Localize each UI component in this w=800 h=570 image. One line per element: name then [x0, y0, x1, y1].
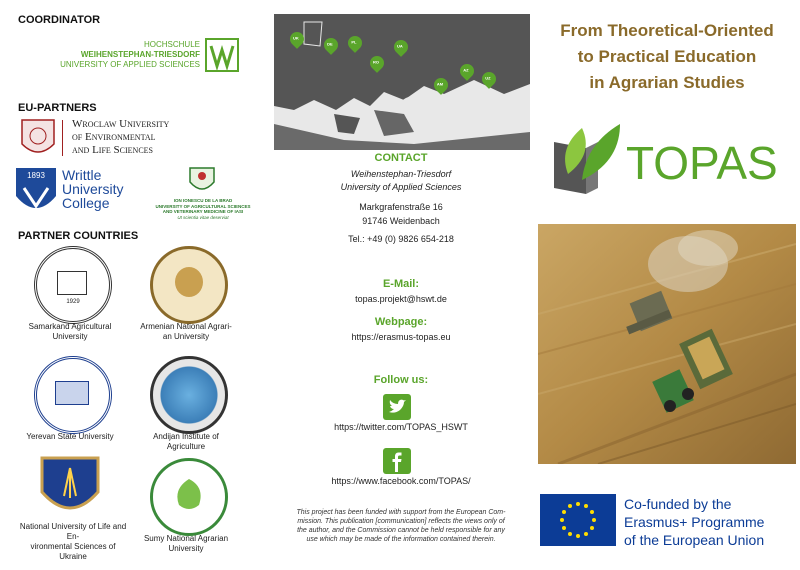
andijan-name: Andijan Institute of Agriculture — [153, 432, 219, 451]
brochure-title: From Theoretical-Oriented to Practical Education in Agrarian Studies — [560, 21, 774, 92]
webpage-heading: Webpage: — [374, 316, 428, 328]
map-pin-icon: PL — [345, 33, 365, 53]
map-pin-icon: UZ — [479, 69, 499, 89]
contact-heading: CONTACT — [374, 152, 428, 164]
map-pin-icon: UA — [391, 37, 411, 57]
coordinator-heading: COORDINATOR — [18, 14, 101, 26]
facebook-icon[interactable] — [383, 448, 411, 474]
andijan-seal-icon — [150, 356, 228, 434]
eu-partners-heading: EU-PARTNERS — [18, 102, 97, 114]
writtle-year: 1893 — [27, 171, 45, 180]
webpage-link[interactable]: https://erasmus-topas.eu — [351, 332, 451, 342]
wroclaw-crest-icon — [18, 118, 58, 160]
partner-countries-heading: PARTNER COUNTRIES — [18, 230, 139, 242]
writtle-name: Writtle University College — [62, 167, 124, 211]
map-pin-icon: RO — [367, 53, 387, 73]
contact-org: Weihenstephan-Triesdorf University of Applied Sciences — [340, 169, 462, 192]
topas-leaf-icon — [546, 118, 626, 196]
coordinator-name: HOCHSCHULE WEIHENSTEPHAN-TRIESDORF UNIVERSITY OF APPLIED SCIENCES — [60, 40, 200, 69]
writtle-shield-icon — [14, 166, 58, 220]
yerevan-seal-icon — [34, 356, 112, 434]
eu-flag-icon — [540, 494, 616, 546]
sumy-seal-icon — [150, 458, 228, 536]
nubip-name: National University of Life and En- vironmental Sciences of Ukraine — [19, 522, 127, 561]
sumy-name: Sumy National Agrarian University — [143, 534, 229, 553]
contact-panel — [268, 0, 534, 570]
eu-cofunded-text: Co-funded by the Erasmus+ Programme of the European Union — [624, 496, 765, 548]
armenian-seal-icon — [150, 246, 228, 324]
map-pin-icon: AM — [431, 75, 451, 95]
iasi-crest-icon — [186, 162, 218, 196]
email-link[interactable]: topas.projekt@hswt.de — [355, 294, 447, 304]
partners-panel — [0, 0, 268, 570]
map-pin-icon: AZ — [457, 61, 477, 81]
samarkand-seal-year: 1929 — [66, 299, 80, 305]
nubip-crest-icon — [36, 452, 104, 524]
iasi-name: ION IONESCU DE LA BRAD UNIVERSITY OF AGRICULTURAL SCIENCES AND VETERINARY MEDICINE OF IASI Ut scientia vitae deserviat — [155, 198, 251, 220]
twitter-icon[interactable] — [383, 394, 411, 420]
divider — [62, 120, 63, 156]
facebook-link[interactable]: https://www.facebook.com/TOPAS/ — [331, 476, 471, 486]
samarkand-seal-icon — [34, 246, 112, 324]
cover-panel — [534, 0, 800, 570]
armenian-name: Armenian National Agrari- an University — [140, 322, 232, 341]
follow-heading: Follow us: — [373, 374, 429, 386]
samarkand-name: Samarkand Agricultural University — [28, 322, 112, 341]
map-pin-icon: UK — [287, 29, 307, 49]
twitter-link[interactable]: https://twitter.com/TOPAS_HSWT — [334, 422, 468, 432]
disclaimer: This project has been funded with support from the European Com- mission. This publication [communication] reflects the views only of the author, and the Commission cannot be held responsible for any use which may be made of the information contained therein. — [296, 509, 506, 543]
hswt-logo-icon — [205, 38, 239, 72]
map-pin-icon: DE — [321, 35, 341, 55]
contact-address: Markgrafenstraße 16 91746 Weidenbach Tel.: +49 (0) 9826 654-218 — [348, 202, 454, 244]
topas-logo-text: TOPAS — [626, 137, 778, 189]
harvest-photo — [538, 224, 796, 464]
email-heading: E-Mail: — [382, 278, 420, 290]
yerevan-name: Yerevan State University — [26, 432, 114, 441]
wroclaw-name: Wroclaw University of Environmental and Life Sciences — [72, 118, 170, 156]
